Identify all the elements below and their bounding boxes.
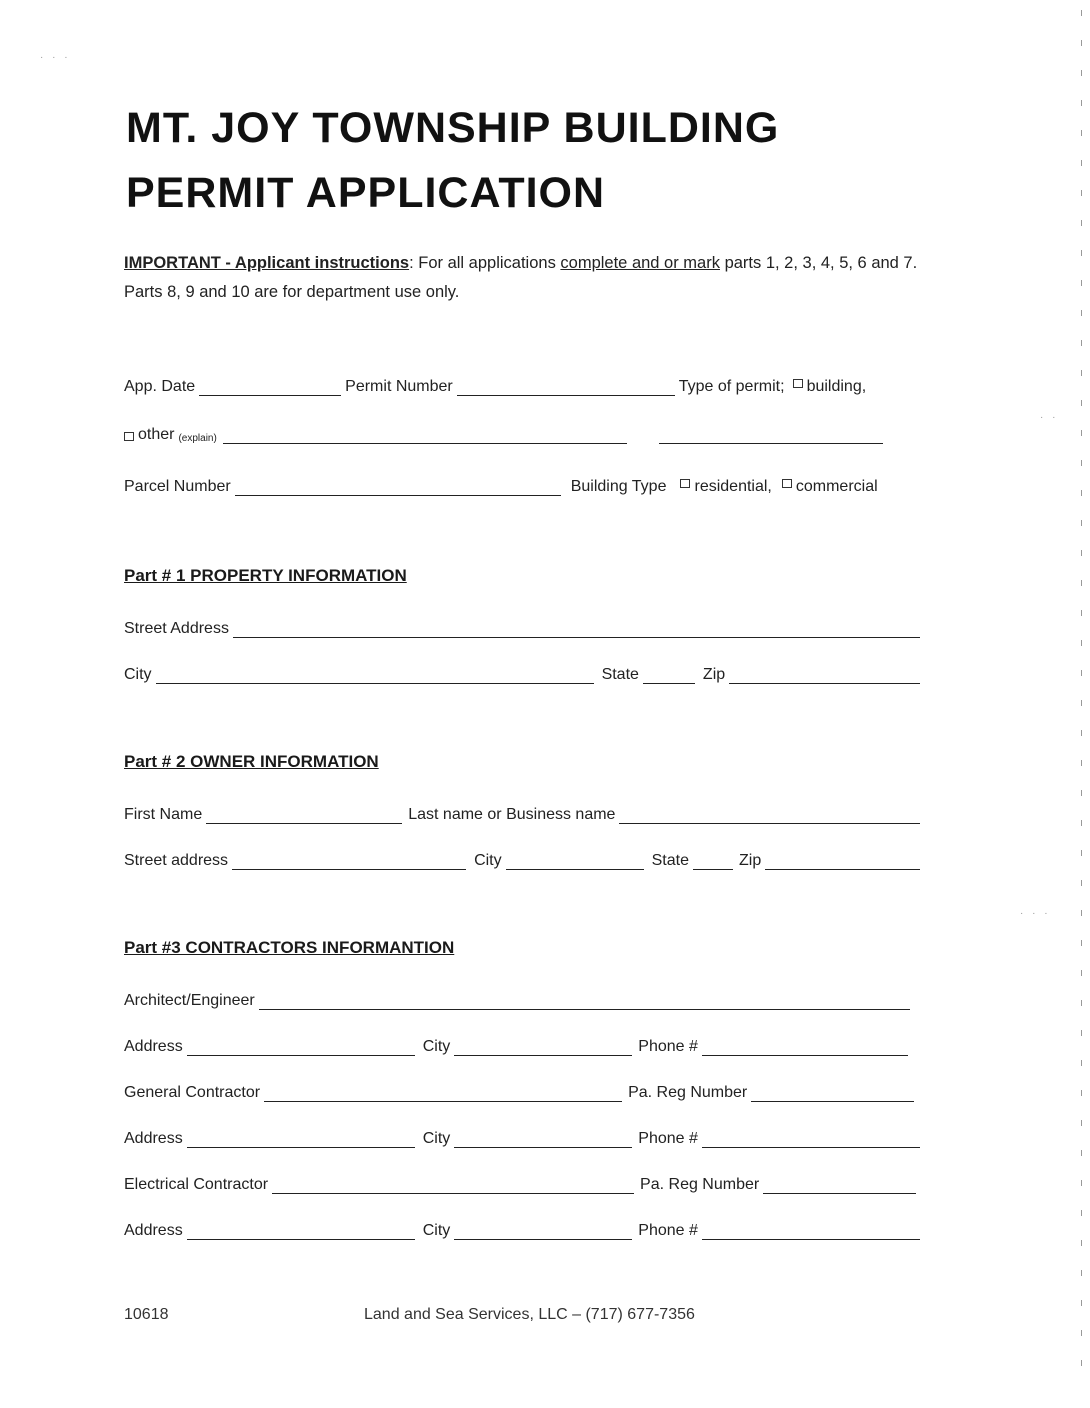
part-3-heading: Part #3 CONTRACTORS INFORMANTION	[124, 938, 455, 957]
electrical-address-label: Address	[124, 1222, 183, 1239]
row-owner-name	[124, 798, 924, 824]
permit-number-label: Permit Number	[345, 378, 453, 395]
general-contractor-field[interactable]	[264, 1081, 622, 1102]
footer-company: Land and Sea Services, LLC – (717) 677-7356	[364, 1306, 695, 1323]
owner-zip-field[interactable]	[765, 849, 920, 870]
last-name-field[interactable]	[619, 803, 920, 824]
property-city-field[interactable]	[156, 663, 594, 684]
electrical-phone-field[interactable]	[702, 1219, 920, 1240]
part-1-heading: Part # 1 PROPERTY INFORMATION	[124, 566, 407, 585]
building-label: building,	[806, 378, 867, 395]
electrical-contractor-label: Electrical Contractor	[124, 1176, 269, 1193]
general-address-field[interactable]	[187, 1127, 415, 1148]
title-line-1: MT. JOY TOWNSHIP BUILDING	[126, 104, 780, 152]
commercial-checkbox[interactable]	[782, 479, 792, 488]
electrical-contractor-field[interactable]	[272, 1173, 634, 1194]
row-general-contractor	[124, 1076, 924, 1102]
title-line-2: PERMIT APPLICATION	[126, 169, 606, 217]
property-street-label: Street Address	[124, 620, 229, 637]
scan-dots-top: · · ·	[40, 52, 71, 63]
property-street-field[interactable]	[233, 617, 920, 638]
residential-checkbox[interactable]	[680, 479, 690, 488]
scan-dots-right-2: · · ·	[1020, 908, 1051, 919]
general-address-label: Address	[124, 1130, 183, 1147]
owner-state-field[interactable]	[693, 849, 733, 870]
row-architect-address	[124, 1030, 924, 1056]
property-city-label: City	[124, 666, 152, 683]
general-phone-label: Phone #	[638, 1130, 698, 1147]
instructions-emphasis: complete and or mark	[560, 254, 720, 272]
general-city-label: City	[422, 1130, 451, 1147]
first-name-field[interactable]	[206, 803, 402, 824]
document-title	[126, 96, 926, 226]
residential-option[interactable]	[680, 478, 771, 496]
electrical-phone-label: Phone #	[638, 1222, 698, 1239]
app-date-label: App. Date	[124, 378, 196, 395]
general-pa-reg-field[interactable]	[751, 1081, 914, 1102]
scan-dots-right-1: · ·	[1040, 412, 1059, 423]
row-property-city	[124, 658, 924, 684]
row-electrical-address	[124, 1214, 924, 1240]
app-date-field[interactable]	[199, 375, 341, 396]
row-architect	[124, 984, 924, 1010]
electrical-city-field[interactable]	[454, 1219, 632, 1240]
residential-label: residential,	[694, 478, 772, 495]
owner-street-field[interactable]	[232, 849, 466, 870]
parcel-number-label: Parcel Number	[124, 478, 231, 495]
electrical-address-field[interactable]	[187, 1219, 415, 1240]
type-of-permit-label: Type of permit;	[678, 378, 785, 395]
general-phone-field[interactable]	[702, 1127, 920, 1148]
electrical-pa-reg-field[interactable]	[763, 1173, 916, 1194]
owner-city-label: City	[474, 852, 502, 869]
owner-street-label: Street address	[124, 852, 229, 869]
part-2-heading: Part # 2 OWNER INFORMATION	[124, 752, 379, 771]
commercial-option[interactable]	[782, 478, 878, 496]
other-label: other	[138, 426, 175, 443]
property-zip-field[interactable]	[729, 663, 920, 684]
owner-city-field[interactable]	[506, 849, 644, 870]
architect-address-field[interactable]	[187, 1035, 415, 1056]
row-other	[124, 418, 924, 444]
building-checkbox[interactable]	[793, 379, 803, 388]
other-explain-field[interactable]	[223, 423, 627, 444]
architect-address-label: Address	[124, 1038, 183, 1055]
scan-edge-marks	[1081, 10, 1082, 1390]
building-type-label: Building Type	[570, 478, 667, 495]
owner-state-label: State	[651, 852, 689, 869]
architect-label: Architect/Engineer	[124, 992, 255, 1009]
general-pa-reg-label: Pa. Reg Number	[628, 1084, 748, 1101]
first-name-label: First Name	[124, 806, 203, 823]
electrical-city-label: City	[422, 1222, 451, 1239]
row-parcel-number	[124, 470, 924, 496]
property-state-field[interactable]	[643, 663, 695, 684]
architect-field[interactable]	[259, 989, 910, 1010]
instructions-text-1: : For all applications	[409, 254, 561, 272]
last-name-label: Last name or Business name	[408, 806, 616, 823]
general-contractor-label: General Contractor	[124, 1084, 261, 1101]
other-checkbox[interactable]	[124, 432, 134, 441]
row-general-address	[124, 1122, 924, 1148]
footer-code: 10618	[124, 1306, 169, 1323]
architect-phone-field[interactable]	[702, 1035, 908, 1056]
architect-city-label: City	[422, 1038, 451, 1055]
instructions-text-2: parts 1, 2, 3, 4, 5, 6 and 7. Parts 8, 9 and 10 are for department use only.	[124, 254, 918, 301]
general-city-field[interactable]	[454, 1127, 632, 1148]
architect-phone-label: Phone #	[638, 1038, 698, 1055]
row-app-date	[124, 370, 924, 396]
row-property-street	[124, 612, 924, 638]
permit-number-field[interactable]	[457, 375, 675, 396]
explain-label: (explain)	[178, 433, 217, 444]
owner-zip-label: Zip	[738, 852, 762, 869]
architect-city-field[interactable]	[454, 1035, 632, 1056]
commercial-label: commercial	[795, 478, 878, 495]
electrical-pa-reg-label: Pa. Reg Number	[640, 1176, 760, 1193]
row-electrical-contractor	[124, 1168, 924, 1194]
property-zip-label: Zip	[702, 666, 726, 683]
property-state-label: State	[601, 666, 639, 683]
applicant-instructions	[124, 249, 954, 307]
instructions-lead: IMPORTANT - Applicant instructions	[124, 254, 410, 272]
row-owner-address	[124, 844, 924, 870]
building-option[interactable]	[793, 378, 867, 396]
other-explain-field-2[interactable]	[659, 423, 883, 444]
parcel-number-field[interactable]	[235, 475, 561, 496]
